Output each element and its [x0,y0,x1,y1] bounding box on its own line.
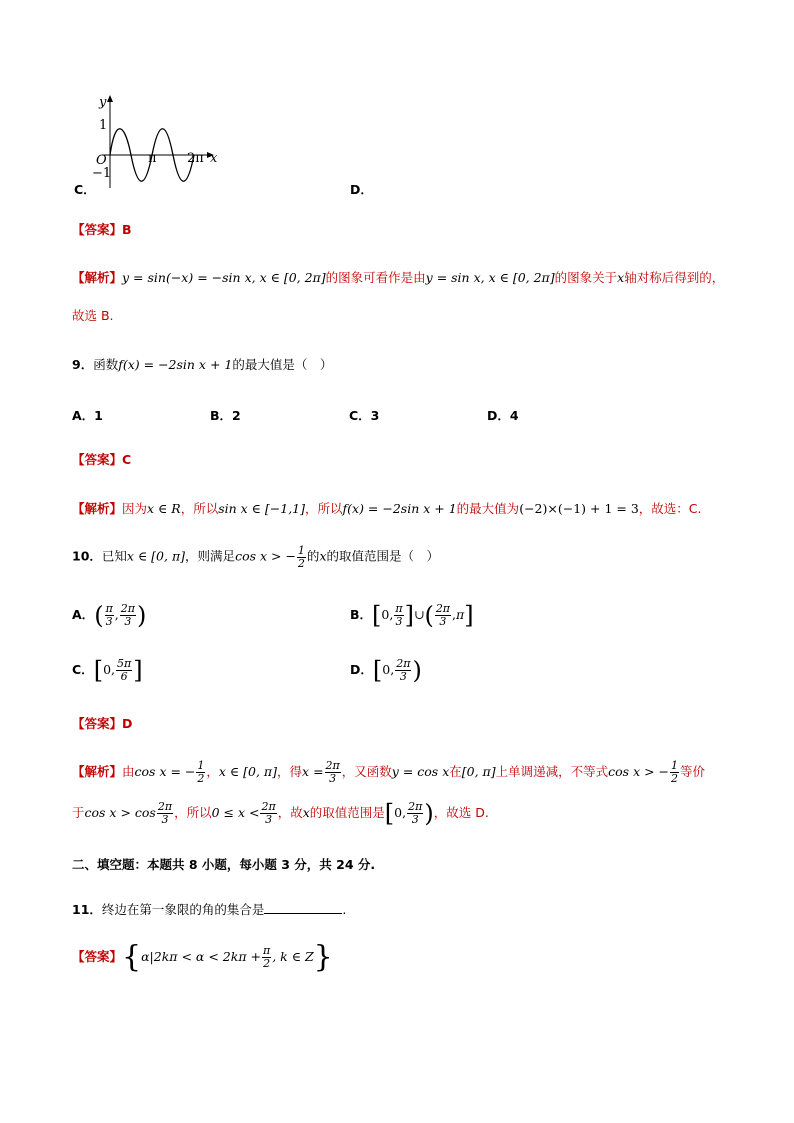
q11-stem [72,900,346,918]
graph-label-pi: π [148,151,157,166]
q10-number: 10． [72,548,102,564]
q10-stem [72,545,439,569]
q10-m2: cos x > − [235,548,296,564]
analysis-x: x [617,270,625,285]
y-axis-arrow [107,95,113,102]
analysis-label: 【解析】 [72,270,123,285]
q10-option-a: A．( $\frac{\pi}{3}$ , $\frac{2\pi}{3}$ ) [72,601,147,630]
q10-text4: 的取值范围是（ ） [326,548,440,564]
graph-label-neg1: −1 [92,166,112,181]
sine-graph-option-c [90,92,230,192]
q11-set-lead: α|2kπ < α < 2kπ + [141,949,261,964]
analysis-m1: x ∈ R [147,501,181,516]
q10-fraction-half: $\frac{1}{2}$ [297,544,305,570]
answer-label: 【答案】 [72,222,123,237]
q11-number: 11． [72,902,102,917]
analysis-text2: 的图象关于 [554,270,618,285]
graph-label-o: O [96,153,107,168]
analysis-text2: ，所以 [180,501,219,516]
q8-analysis-line2: 故选 B. [72,308,114,323]
q10-option-d: D．[0, $\frac{2\pi}{3}$ ) [350,656,422,685]
q10-analysis-line1: 【解析】由cos x = − $\frac{1}{2}$ ，x ∈ [0, π]，得x = $\frac{2\pi}{3}$ ，又函数y = cos x在[0, π]上单调递减，不等式cos x > − $\frac{1}{2}$ 等价 [72,759,706,785]
q10-analysis-line2: 于cos x > cos $\frac{2\pi}{3}$ ，所以0 ≤ x < $\frac{2\pi}{3}$ ，故x的取值范围是[0, $\frac{2\pi}{3}$ )，故选 D. [72,799,489,828]
graph-label-y: y [99,95,107,110]
q11-answer: 【答案】{α|2kπ < α < 2kπ + $\frac{\pi}{2}$ , k ∈ Z} [72,939,333,975]
answer-value: C [122,452,132,467]
q8-option-c-label: C． [74,182,96,197]
q11-tail: . [342,902,347,917]
q8-answer [72,220,132,238]
q9-stem [72,355,332,373]
q11-answer-blank [264,901,342,914]
q10-x: x [319,548,327,564]
analysis-text5: ，故选：C. [638,501,702,516]
analysis-m2: sin x ∈ [−1,1] [218,501,306,516]
q9-option-a: A．1 [72,408,103,423]
answer-value: B [122,222,132,237]
q8-analysis-line1 [72,268,724,286]
q9-function: f(x) = −2sin x + 1 [118,357,233,372]
q11-text: 终边在第一象限的角的集合是 [101,902,265,917]
analysis-text3: 轴对称后得到的， [624,270,725,285]
answer-label: 【答案】 [72,716,123,731]
q10-text2: ，则满足 [185,548,236,564]
analysis-eq2: y = sin x, x ∈ [0, 2π] [425,270,555,285]
q9-option-b: B．2 [210,408,241,423]
q10-answer [72,714,132,732]
section-heading-fill-in: 二、填空题：本题共 8 小题，每小题 3 分，共 24 分. [72,857,376,872]
q10-option-b: B．[0, $\frac{\pi}{3}$ ]∪( $\frac{2\pi}{3}$ ,π] [350,601,474,630]
analysis-label: 【解析】 [72,501,123,516]
q10-text1: 已知 [101,548,127,564]
analysis-eq1: y = sin(−x) = −sin x, x ∈ [0, 2π] [122,270,326,285]
q11-set-fraction: $\frac{\pi}{2}$ [262,944,271,970]
q10-text3: 的 [306,548,320,564]
analysis-text3: ，所以 [305,501,343,516]
analysis-m3: f(x) = −2sin x + 1 [342,501,457,516]
analysis-text1: 的图象可看作是由 [325,270,426,285]
answer-value: D [122,716,133,731]
q9-analysis [72,499,701,517]
answer-label: 【答案】 [72,452,123,467]
q9-option-c: C．3 [349,408,380,423]
q9-text2: 的最大值是（ ） [232,357,333,372]
analysis-label: 【解析】 [72,764,123,779]
q9-text1: 函数 [93,357,119,372]
q8-option-d-label: D． [350,182,373,197]
graph-label-1: 1 [99,118,108,133]
q10-option-c: C．[0, $\frac{5\pi}{6}$ ] [72,656,143,685]
q9-number: 9． [72,357,94,372]
graph-label-x: x [210,151,218,166]
q10-m1: x ∈ [0, π] [126,548,186,564]
analysis-m4: (−2)×(−1) + 1 = 3 [519,501,639,516]
q9-option-d: D．4 [487,408,519,423]
answer-label: 【答案】 [72,949,123,964]
analysis-text4: 的最大值为 [456,501,520,516]
analysis-text1: 因为 [122,501,148,516]
q9-answer [72,450,131,468]
q11-set-tail: , k ∈ Z [272,949,314,964]
graph-label-2pi: 2π [187,151,204,166]
